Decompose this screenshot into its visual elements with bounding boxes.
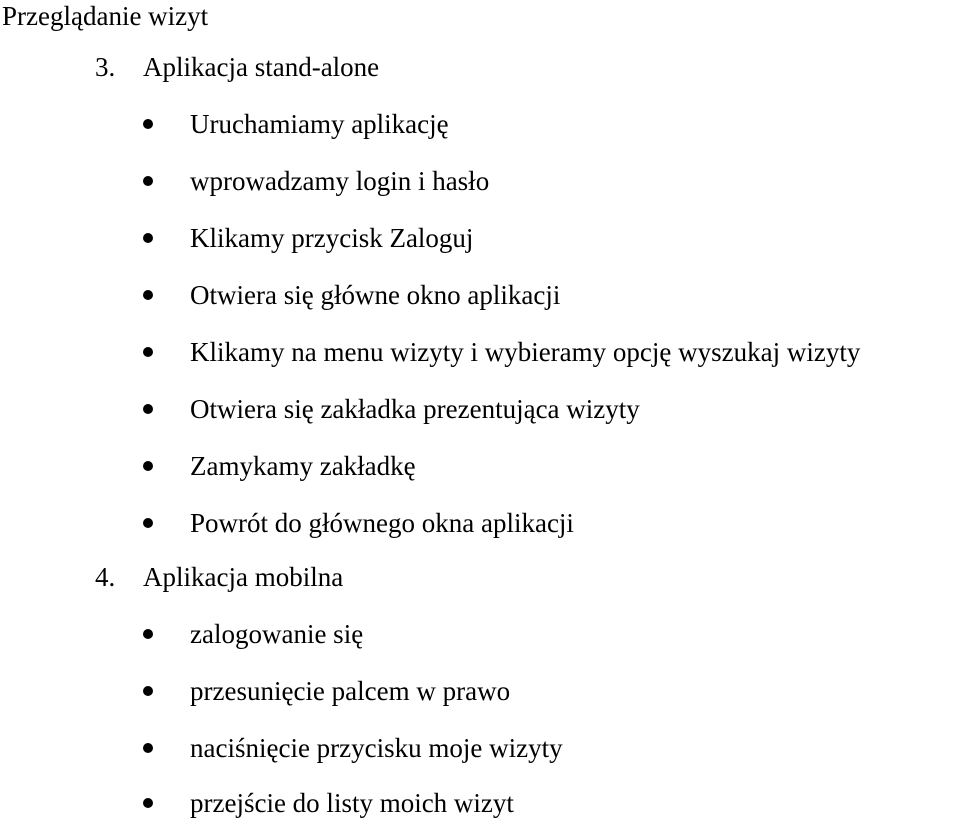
section-title-text: Aplikacja mobilna xyxy=(143,562,344,592)
section-title-stand-alone xyxy=(95,51,379,83)
section-title-mobile xyxy=(95,561,343,593)
bullet-icon xyxy=(143,461,153,471)
list-item xyxy=(0,675,960,707)
list-item-text: Klikamy na menu wizyty i wybieramy opcję wyszukaj wizyty xyxy=(190,337,861,367)
list-item-text: zalogowanie się xyxy=(190,619,364,649)
list-item-text: przejście do listy moich wizyt xyxy=(190,788,514,818)
bullet-icon xyxy=(143,629,153,639)
bullet-icon xyxy=(143,743,153,753)
list-item xyxy=(0,165,960,197)
list-item xyxy=(0,787,960,819)
bullet-icon xyxy=(143,404,153,414)
list-item xyxy=(0,279,960,311)
section-number: 3. xyxy=(95,52,116,82)
bullet-icon xyxy=(143,176,153,186)
list-item xyxy=(0,222,960,254)
list-item-text: Otwiera się zakładka prezentująca wizyty xyxy=(190,394,640,424)
list-item-text: Otwiera się główne okno aplikacji xyxy=(190,280,561,310)
list-item xyxy=(0,336,960,368)
list-item xyxy=(0,732,960,764)
list-item-text: wprowadzamy login i hasło xyxy=(190,166,490,196)
list-item-text: naciśnięcie przycisku moje wizyty xyxy=(190,733,563,763)
list-item-text: Powrót do głównego okna aplikacji xyxy=(190,508,574,538)
bullet-icon xyxy=(143,347,153,357)
list-item xyxy=(0,507,960,539)
bullet-icon xyxy=(143,518,153,528)
bullet-icon xyxy=(143,686,153,696)
section-number: 4. xyxy=(95,562,116,592)
bullet-icon xyxy=(143,233,153,243)
list-item-text: Uruchamiamy aplikację xyxy=(190,109,449,139)
list-item xyxy=(0,393,960,425)
list-item xyxy=(0,618,960,650)
section-title-text: Aplikacja stand-alone xyxy=(143,52,380,82)
bullet-icon xyxy=(143,119,153,129)
page-heading: Przeglądanie wizyt xyxy=(2,1,209,31)
bullet-icon xyxy=(143,798,153,808)
list-item xyxy=(0,450,960,482)
list-item-text: Zamykamy zakładkę xyxy=(190,451,416,481)
list-item-text: Klikamy przycisk Zaloguj xyxy=(190,223,474,253)
bullet-icon xyxy=(143,290,153,300)
list-item-text: przesunięcie palcem w prawo xyxy=(190,676,511,706)
list-item xyxy=(0,108,960,140)
